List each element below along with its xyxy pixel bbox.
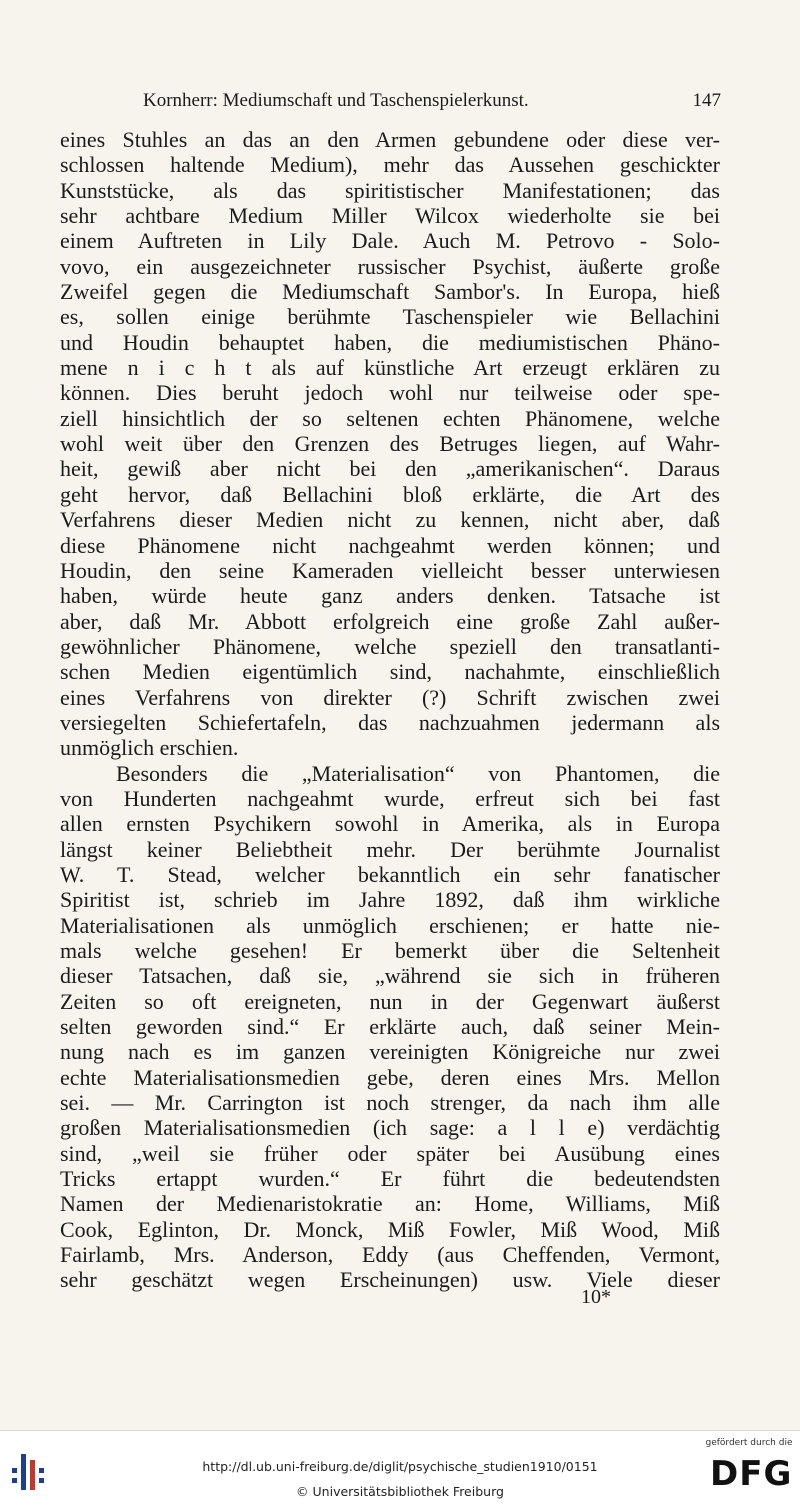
- text-line: es, sollen einige berühmte Taschenspieler wie Bellachini: [60, 304, 720, 330]
- dfg-logo-icon[interactable]: DFG: [710, 1454, 793, 1494]
- text-line: selten geworden sind.“ Er erklärte auch, daß seiner Mein-: [60, 1014, 720, 1040]
- text-line: sehr achtbare Medium Miller Wilcox wiederholte sie bei: [60, 203, 720, 229]
- text-line: sind, „weil sie früher oder später bei Ausübung eines: [60, 1140, 720, 1166]
- text-line: Spiritist ist, schrieb im Jahre 1892, daß ihm wirkliche: [60, 887, 720, 913]
- text-line: Zeiten so oft ereigneten, nun in der Gegenwart äußerst: [60, 988, 720, 1014]
- text-line: mene n i c h t als auf künstliche Art erzeugt erklären zu: [60, 355, 720, 381]
- text-line: eines Stuhles an das an den Armen gebundene oder diese ver-: [60, 127, 720, 152]
- body-text: [60, 127, 720, 1293]
- paragraph-end-line: unmöglich erschien.: [60, 735, 239, 761]
- text-line: schen Medien eigentümlich sind, nachahmte, einschließlich: [60, 659, 720, 685]
- text-line: vovo, ein ausgezeichneter russischer Psychist, äußerte große: [60, 253, 720, 279]
- text-line: Fairlamb, Mrs. Anderson, Eddy (aus Cheffenden, Vermont,: [60, 1242, 720, 1268]
- text-line: versiegelten Schiefertafeln, das nachzuahmen jedermann als: [60, 709, 720, 735]
- permalink-url[interactable]: http://dl.ub.uni-freiburg.de/diglit/psychische_studien1910/0151: [202, 1459, 598, 1474]
- text-line: einem Auftreten in Lily Dale. Auch M. Petrovo - Solo-: [60, 228, 720, 254]
- text-line: diese Phänomene nicht nachgeahmt werden können; und: [60, 532, 720, 558]
- viewer-footer: [0, 1430, 800, 1505]
- paragraph-start-line: Besonders die „Materialisation“ von Phantomen, die: [116, 760, 720, 786]
- text-line: haben, würde heute ganz anders denken. Tatsache ist: [60, 583, 720, 609]
- text-line: aber, daß Mr. Abbott erfolgreich eine große Zahl außer-: [60, 608, 720, 634]
- text-line: Zweifel gegen die Mediumschaft Sambor's. In Europa, hieß: [60, 279, 720, 305]
- text-line: Kunststücke, als das spiritistischer Manifestationen; das: [60, 177, 720, 203]
- text-line: großen Materialisationsmedien (ich sage: a l l e) verdächtig: [60, 1115, 720, 1141]
- text-line: Houdin, den seine Kameraden vielleicht besser unterwiesen: [60, 557, 720, 583]
- text-line: geht hervor, daß Bellachini bloß erklärte, die Art des: [60, 481, 720, 507]
- text-line: dieser Tatsachen, daß sie, „während sie sich in früheren: [60, 963, 720, 989]
- text-line: Materialisationen als unmöglich erschienen; er hatte nie-: [60, 912, 720, 938]
- signature-mark: 10*: [581, 1286, 611, 1308]
- text-line: eines Verfahrens von direkter (?) Schrift zwischen zwei: [60, 684, 720, 710]
- text-line: von Hunderten nachgeahmt wurde, erfreut sich bei fast: [60, 785, 720, 811]
- running-title: Kornherr: Mediumschaft und Taschenspielerkunst.: [143, 90, 529, 111]
- text-line: können. Dies beruht jedoch wohl nur teilweise oder spe-: [60, 380, 720, 406]
- text-line: nung nach es im ganzen vereinigten Königreiche nur zwei: [60, 1039, 720, 1065]
- ub-freiburg-logo-icon[interactable]: [10, 1450, 50, 1494]
- text-line: Verfahrens dieser Medien nicht zu kennen, nicht aber, daß: [60, 507, 720, 533]
- text-line: schlossen haltende Medium), mehr das Aussehen geschickter: [60, 152, 720, 178]
- text-line: ziell hinsichtlich der so seltenen echten Phänomene, welche: [60, 405, 720, 431]
- text-line: echte Materialisationsmedien gebe, deren eines Mrs. Mellon: [60, 1064, 720, 1090]
- copyright-notice: © Universitätsbibliothek Freiburg: [296, 1484, 504, 1499]
- text-line: allen ernsten Psychikern sowohl in Amerika, als in Europa: [60, 811, 720, 837]
- text-line: sei. — Mr. Carrington ist noch strenger, da nach ihm alle: [60, 1090, 720, 1116]
- text-line: gewöhnlicher Phänomene, welche speziell den transatlanti-: [60, 633, 720, 659]
- text-line: Cook, Eglinton, Dr. Monck, Miß Fowler, Miß Wood, Miß: [60, 1216, 720, 1242]
- text-line: Tricks ertappt wurden.“ Er führt die bedeutendsten: [60, 1166, 720, 1192]
- text-line: heit, gewiß aber nicht bei den „amerikanischen“. Daraus: [60, 456, 720, 482]
- text-line: und Houdin behauptet haben, die mediumistischen Phäno-: [60, 329, 720, 355]
- text-line: W. T. Stead, welcher bekanntlich ein sehr fanatischer: [60, 861, 720, 887]
- text-line: Namen der Medienaristokratie an: Home, Williams, Miß: [60, 1191, 720, 1217]
- page-number: 147: [692, 90, 721, 111]
- funding-caption: gefördert durch die: [705, 1438, 793, 1448]
- text-line: mals welche gesehen! Er bemerkt über die Seltenheit: [60, 938, 720, 963]
- text-line: sehr geschätzt wegen Erscheinungen) usw. Viele dieser: [60, 1267, 720, 1293]
- text-line: wohl weit über den Grenzen des Betruges liegen, auf Wahr-: [60, 431, 720, 457]
- dfg-funding-block: [704, 1438, 794, 1500]
- text-line: längst keiner Beliebtheit mehr. Der berühmte Journalist: [60, 836, 720, 862]
